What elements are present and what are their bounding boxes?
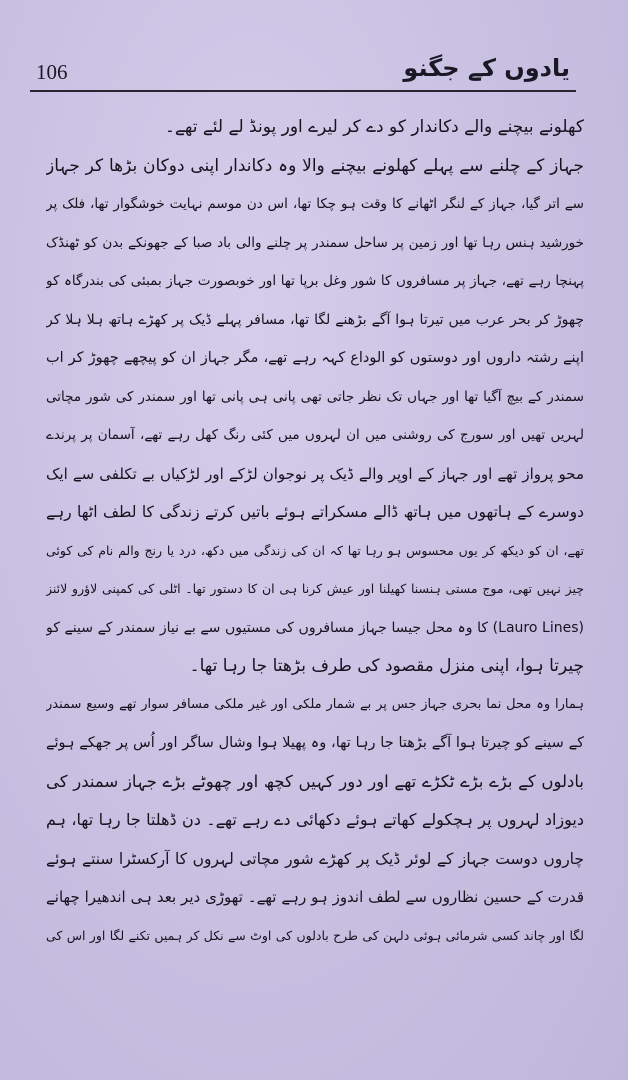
text-line: چاروں دوست جہاز کے لوئر ڈیک پر کھڑے شور مچاتی لہروں کا آرکسٹرا سنتے ہوئے xyxy=(46,849,584,868)
text-line: محو پرواز تھے اور جہاز کے اوپر والے ڈیک پر نوجوان لڑکے اور لڑکیاں بے تکلفی سے ایک xyxy=(46,464,584,483)
text-line: پہنچا رہے تھے، جہاز پر مسافروں کا شور وغل برپا تھا اور خوبصورت جہاز بمبئی کی بندرگاہ کو xyxy=(46,273,584,289)
page-header xyxy=(28,56,576,92)
header-rule xyxy=(30,90,576,92)
text-line: لگا اور چاند کسی شرمائی ہوئی دلہن کی طرح بادلوں کی اوٹ سے نکل کر ہمیں تکنے لگا اور اس کی xyxy=(46,927,584,943)
text-line: دوسرے کے ہاتھوں میں ہاتھ ڈالے مسکراتے ہوئے باتیں کرتے زندگی کا لطف اٹھا رہے xyxy=(46,503,584,521)
text-line: لہریں تھیں اور سورج کی روشنی میں ان لہروں میں کئی رنگ کھل رہے تھے، آسمان پر پرندے xyxy=(46,427,584,443)
text-line: جہاز کے چلنے سے پہلے کھلونے بیچنے والا وہ دکاندار اپنی دوکان بڑھا کر جہاز xyxy=(46,155,584,176)
text-line: کے سینے کو چیرتا ہوا آگے بڑھتا جا رہا تھا، وہ پھیلا ہوا وشال ساگر اور اُس پر جھکے ہوئے xyxy=(46,735,584,751)
text-line: قدرت کے حسین نظاروں سے لطف اندوز ہو رہے تھے۔ تھوڑی دیر بعد ہی اندھیرا چھانے xyxy=(46,888,584,906)
text-line: دیوزاد لہروں پر ہچکولے کھاتے ہوئے دکھائی دے رہے تھے۔ دن ڈھلتا جا رہا تھا، ہم xyxy=(46,810,584,829)
text-line: چیرتا ہوا، اپنی منزل مقصود کی طرف بڑھتا جا رہا تھا۔ xyxy=(189,656,584,676)
text-line: اپنے رشتہ داروں اور دوستوں کو الوداع کہہ رہے تھے، مگر جہاز ان کو پیچھے چھوڑ کر اب xyxy=(46,350,584,366)
text-line: بادلوں کے بڑے بڑے ٹکڑے تھے اور دور کہیں کچھ اور چھوٹے بڑے جہاز سمندر کی xyxy=(46,771,584,791)
book-title: یادوں کے جگنو xyxy=(403,54,570,82)
page-number: 106 xyxy=(36,60,68,84)
text-line: ہمارا وہ محل نما بحری جہاز جس پر بے شمار ملکی اور غیر ملکی مسافر سوار تھے وسیع سمندر xyxy=(46,696,584,712)
text-line: چیز نہیں تھی، موج مستی ہنسنا کھیلنا اور عیش کرنا ہی ان کا دستور تھا۔ اٹلی کی کمپنی لاؤرو لائنز xyxy=(46,581,584,596)
text-line: (Lauro Lines) کا وہ محل جیسا جہاز مسافروں کی مستیوں سے بے نیاز سمندر کے سینے کو xyxy=(46,619,584,636)
text-line: کھلونے بیچنے والے دکاندار کو دے کر لیرے اور پونڈ لے لئے تھے۔ xyxy=(164,117,584,137)
text-line: سمندر کے بیچ آگیا تھا اور جہاں تک نظر جاتی تھی پانی ہی پانی تھا اور سمندر کی شور مچاتی xyxy=(46,388,584,405)
text-line: سے اتر گیا، جہاز کے لنگر اٹھانے کا وقت ہو چکا تھا، اس دن موسم نہایت خوشگوار تھا، فلک پر xyxy=(46,196,584,212)
text-line: خورشید ہنس رہا تھا اور زمین پر ساحل سمندر پر چلنے والی باد صبا کے جھونکے بدن کو ٹھنڈک xyxy=(46,234,584,251)
text-line: تھے، ان کو دیکھ کر یوں محسوس ہو رہا تھا کہ ان کی زندگی میں دکھ، درد یا رنج والم نام کی کوئی xyxy=(46,542,584,558)
body-text xyxy=(46,108,584,955)
text-line: چھوڑ کر بحر عرب میں تیرتا ہوا آگے بڑھنے لگا تھا، مسافر پہلے ڈیک پر کھڑے ہاتھ ہلا ہلا کر xyxy=(46,311,584,328)
